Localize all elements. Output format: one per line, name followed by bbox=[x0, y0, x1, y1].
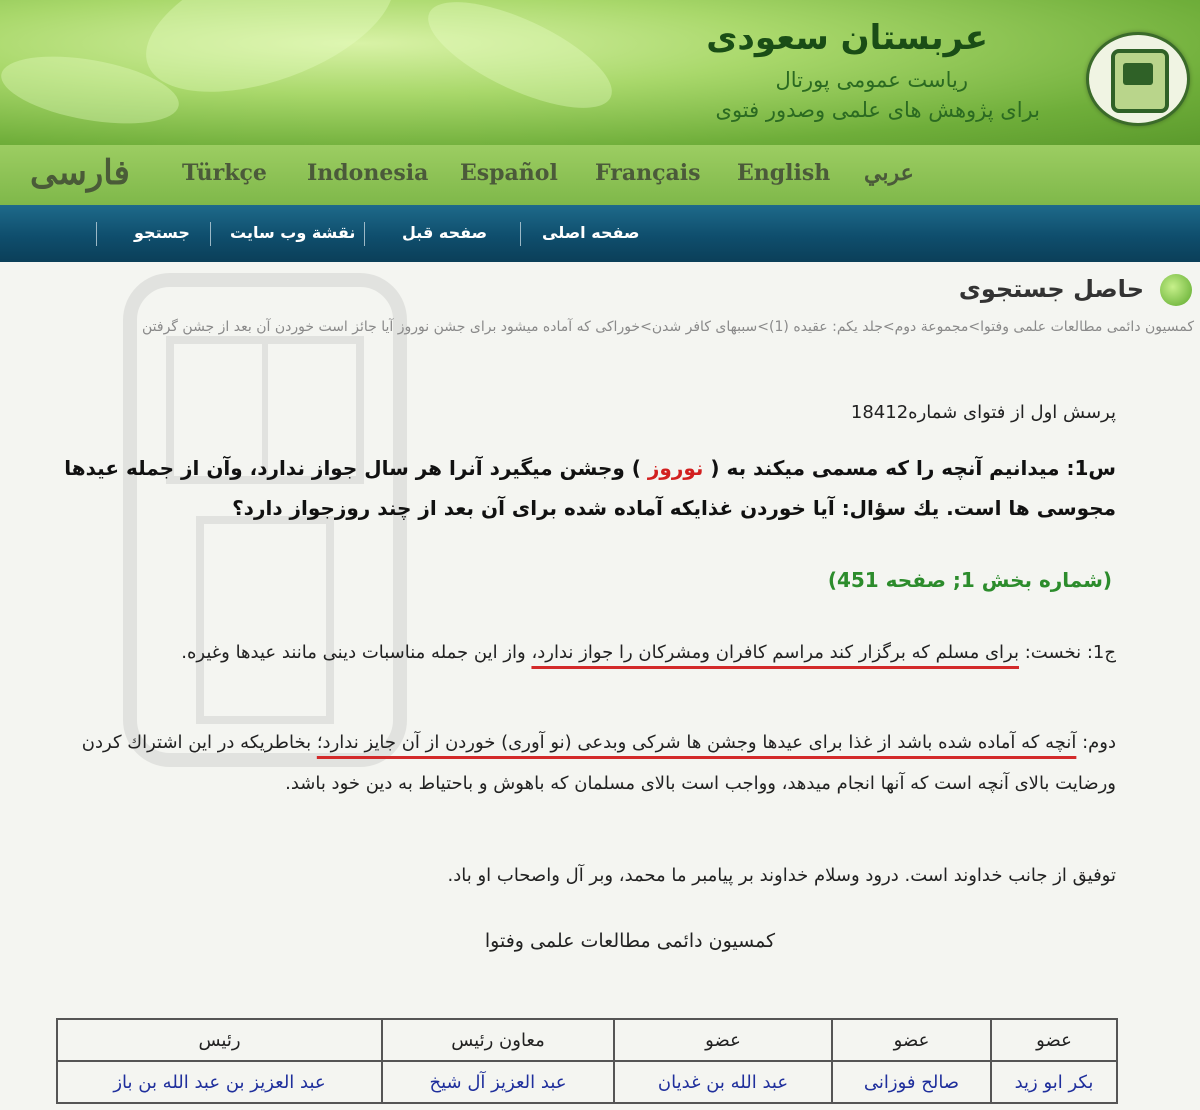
nav-sitemap[interactable]: نقشة وب سایت bbox=[230, 223, 356, 242]
answer-paragraph-2 bbox=[56, 722, 1116, 804]
member-name: عبد العزيز بن عبد الله بن باز bbox=[57, 1061, 382, 1103]
member-role: رئيس bbox=[57, 1019, 382, 1061]
result-bullet-icon bbox=[1160, 274, 1192, 306]
fatwa-reference: پرسش اول از فتوای شماره18412 bbox=[850, 402, 1116, 423]
portal-header bbox=[0, 0, 1200, 145]
lang-farsi[interactable]: فارسی bbox=[30, 153, 130, 193]
lang-english[interactable]: English bbox=[737, 160, 831, 186]
signature: كمسيون دائمى مطالعات علمى وفتوا bbox=[484, 930, 776, 952]
committee-members-table bbox=[56, 1018, 1118, 1104]
member-role: عضو bbox=[832, 1019, 991, 1061]
nav-home[interactable]: صفحه اصلی bbox=[542, 223, 640, 242]
lang-spanish[interactable]: Español bbox=[460, 160, 558, 186]
member-name: صالح فوزانى bbox=[832, 1061, 991, 1103]
table-row bbox=[57, 1061, 1117, 1103]
nav-previous-page[interactable]: صفحه قبل bbox=[402, 223, 488, 242]
member-role: عضو bbox=[614, 1019, 832, 1061]
nav-divider bbox=[364, 222, 365, 246]
logo-book-icon bbox=[1123, 63, 1153, 85]
nav-search[interactable]: جستجو bbox=[134, 223, 190, 242]
answer-text: ج1: نخست: bbox=[1018, 642, 1116, 663]
fatwa-question bbox=[56, 448, 1116, 528]
member-role: عضو bbox=[991, 1019, 1117, 1061]
site-title: عربستان سعودی bbox=[706, 18, 988, 58]
answer-text: واز اين جمله مناسبات دينى مانند عيدها وغيره. bbox=[181, 642, 532, 663]
member-name: عبد العزيز آل شيخ bbox=[382, 1061, 614, 1103]
answer-text: دوم: bbox=[1076, 732, 1116, 753]
page-title: حاصل جستجوی bbox=[958, 275, 1144, 303]
question-text: س1: ميدانيم آنچه را كه مسمى ميكند به ( bbox=[703, 456, 1116, 480]
language-bar bbox=[0, 145, 1200, 205]
member-role: معاون رئيس bbox=[382, 1019, 614, 1061]
lang-arabic[interactable]: عربي bbox=[864, 160, 914, 186]
breadcrumb[interactable]: كمسيون دائمى مطالعات علمى وفتوا>مجموعة دوم>جلد يكم: عقيده (1)>سببهاى كافر شدن>خوراكى كه آماده ميشود براى جشن نوروز آيا جائز است خوردن آن بعد از جشن گرفتن bbox=[142, 319, 1194, 335]
site-subtitle-2: برای پژوهش های علمی وصدور فتوی bbox=[715, 98, 1040, 122]
nav-divider bbox=[96, 222, 97, 246]
portal-logo[interactable] bbox=[1086, 32, 1190, 126]
main-navigation bbox=[0, 205, 1200, 262]
header-decoration bbox=[415, 0, 626, 129]
question-keyword: نوروز bbox=[647, 456, 704, 480]
answer-highlight: براى مسلم كه برگزار كند مراسم كافران ومشركان را جواز ندارد، bbox=[531, 642, 1019, 663]
lang-french[interactable]: Français bbox=[595, 160, 701, 186]
member-name: عبد الله بن غديان bbox=[614, 1061, 832, 1103]
answer-paragraph-1 bbox=[56, 632, 1116, 673]
lang-indonesian[interactable]: Indonesia bbox=[307, 160, 429, 186]
member-name: بكر ابو زيد bbox=[991, 1061, 1117, 1103]
lang-turkish[interactable]: Türkçe bbox=[182, 160, 267, 186]
nav-divider bbox=[210, 222, 211, 246]
answer-highlight: آنچه كه آماده شده باشد از غذا براى عيدها وجشن ها شركى وبدعى (نو آورى) خوردن از آن جايز ندارد؛ bbox=[316, 732, 1077, 753]
answer-text: بخاطريكه در اين اشتراك كردن ورضايت بالاى آنچه است كه آنها انجام ميدهد، وواجب است بالاى مسلمان كه باهوش و باحتياط به دين خود باشد. bbox=[81, 732, 1116, 794]
site-subtitle-1: ریاست عمومی پورتال bbox=[775, 68, 968, 92]
section-reference: (شماره بخش 1; صفحه 451) bbox=[827, 568, 1112, 592]
question-text: ) وجشن ميگيرد آنرا هر سال جواز ندارد، وآن از جمله عيدها مجوسى ها است. يك سؤال: آيا خوردن غذايكه آماده شده براى آن بعد از چند روزجواز دارد؟ bbox=[64, 456, 1116, 520]
table-row bbox=[57, 1019, 1117, 1061]
closing-paragraph: توفيق از جانب خداوند است. درود وسلام خداوند بر پيامبر ما محمد، وبر آل واصحاب او باد. bbox=[447, 865, 1116, 886]
nav-divider bbox=[520, 222, 521, 246]
